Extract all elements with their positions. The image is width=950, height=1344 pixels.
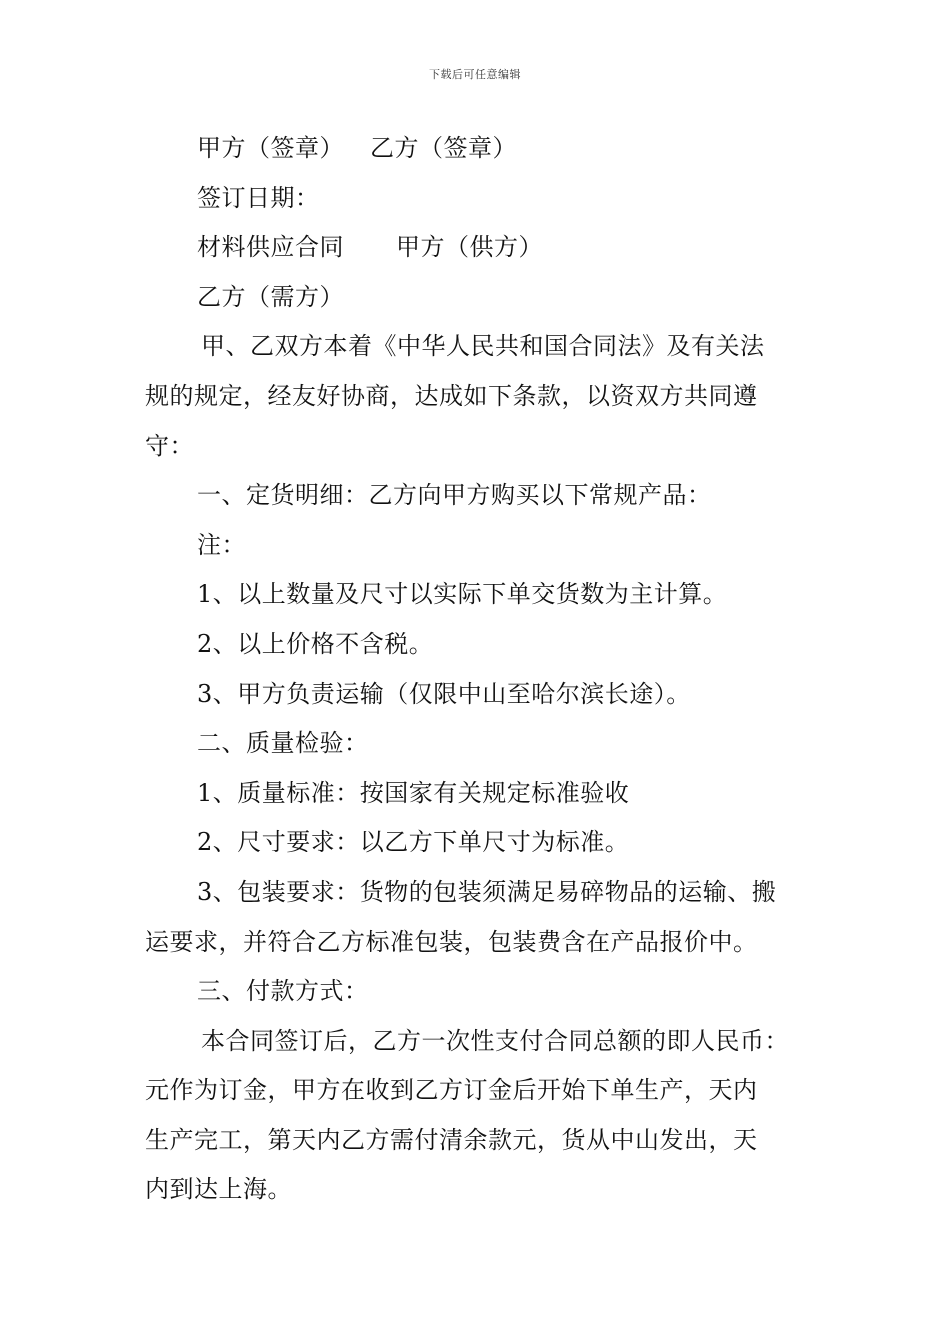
section-3-heading: 三、付款方式： (197, 977, 369, 1006)
signing-date-label: 签订日期： (197, 183, 320, 212)
section-3-para-line-1: 本合同签订后，乙方一次性支付合同总额的即人民币： (201, 1026, 789, 1055)
preamble-line-3: 守： (145, 431, 194, 460)
contract-party-a: 甲方（供方） (396, 233, 543, 262)
preamble-line-2: 规的规定，经友好协商，达成如下条款，以资双方共同遵 (145, 381, 758, 410)
section-2-item-2: 2、尺寸要求：以乙方下单尺寸为标准。 (197, 828, 630, 857)
page-header-note: 下载后可任意编辑 (429, 68, 521, 81)
contract-body (145, 124, 810, 1215)
section-3-para-line-4: 内到达上海。 (145, 1175, 292, 1204)
section-1-note-label: 注： (197, 530, 246, 559)
signature-line (145, 124, 810, 174)
section-3-para-line-2: 元作为订金，甲方在收到乙方订金后开始下单生产，天内 (145, 1076, 758, 1105)
party-b-signature: 乙方（签章） (370, 134, 517, 162)
preamble-line-1: 甲、乙双方本着《中华人民共和国合同法》及有关法 (201, 332, 765, 361)
contract-title: 材料供应合同 (197, 233, 344, 262)
contract-party-b: 乙方（需方） (197, 282, 344, 311)
section-3-para-line-3: 生产完工，第天内乙方需付清余款元，货从中山发出，天 (145, 1125, 758, 1154)
section-2-item-3: 3、包装要求：货物的包装须满足易碎物品的运输、搬 (197, 877, 777, 906)
section-2-item-1: 1、质量标准：按国家有关规定标准验收 (197, 778, 630, 807)
section-1-item-1: 1、以上数量及尺寸以实际下单交货数为主计算。 (197, 580, 728, 609)
section-1-item-2: 2、以上价格不含税。 (197, 629, 434, 658)
section-2-heading: 二、质量检验： (197, 729, 369, 758)
section-1-item-3: 3、甲方负责运输（仅限中山至哈尔滨长途）。 (197, 679, 691, 708)
party-a-signature: 甲方（签章） (197, 134, 344, 162)
section-1-heading: 一、定货明细：乙方向甲方购买以下常规产品： (197, 481, 712, 510)
section-2-item-3-continued: 运要求，并符合乙方标准包装，包装费含在产品报价中。 (145, 927, 758, 956)
contract-title-line (145, 223, 810, 273)
